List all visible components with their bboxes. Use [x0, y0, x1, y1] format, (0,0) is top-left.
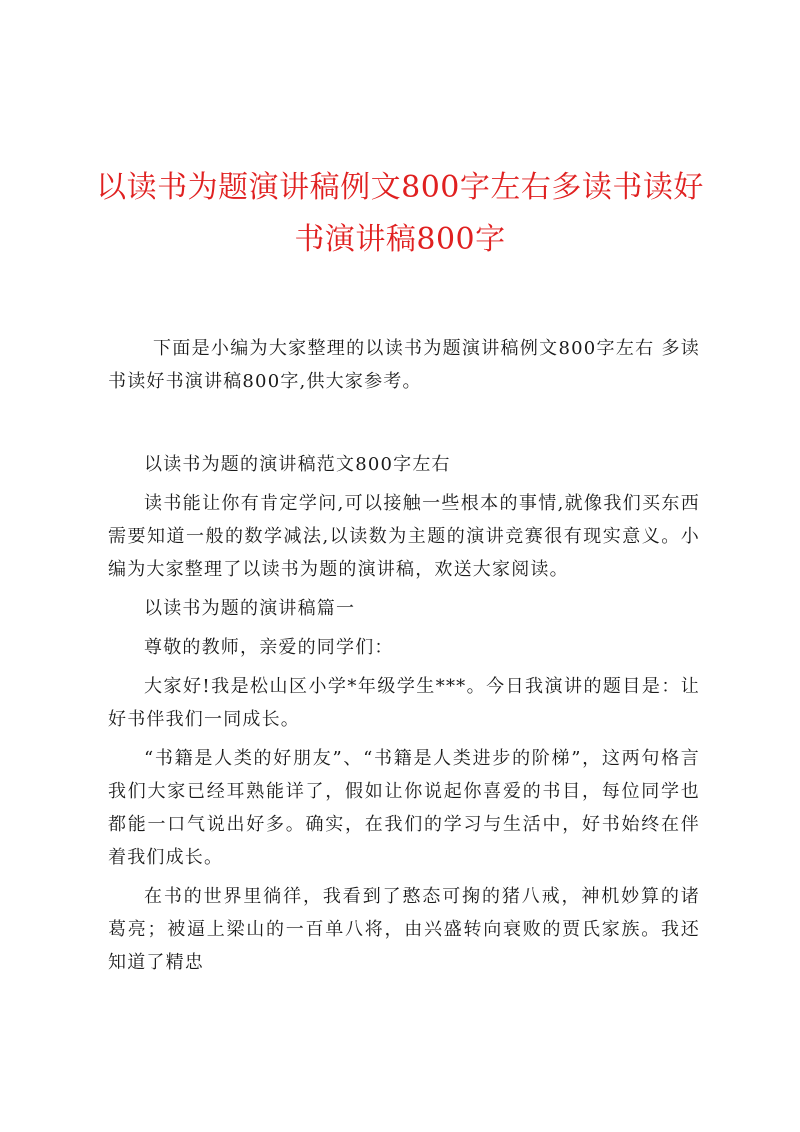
section-heading: 以读书为题的演讲稿范文800字左右 — [144, 454, 451, 475]
document-body — [108, 332, 700, 979]
body-paragraph: 在书的世界里徜徉，我看到了憨态可掬的猪八戒，神机妙算的诸葛亮；被逼上梁山的一百单八将，由兴盛转向衰败的贾氏家族。我还知道了精忠 — [108, 886, 700, 973]
body-paragraph: “书籍是人类的好朋友”、“书籍是人类进步的阶梯”，这两句格言我们大家已经耳熟能详了，假如让你说起你喜爱的书目，每位同学也都能一口气说出好多。确实，在我们的学习与生活中，好书始终在伴着我们成长。 — [108, 748, 700, 868]
body-paragraph: 大家好!我是松山区小学*年级学生***。今日我演讲的题目是：让好书伴我们一同成长。 — [108, 676, 700, 730]
body-paragraph: 读书能让你有肯定学问,可以接触一些根本的事情,就像我们买东西需要知道一般的数学减法,以读数为主题的演讲竞赛很有现实意义。小编为大家整理了以读书为题的演讲稿，欢送大家阅读。 — [108, 493, 700, 580]
spacer — [108, 398, 700, 448]
intro-paragraph: 下面是小编为大家整理的以读书为题演讲稿例文800字左右 多读书读好书演讲稿800字,供大家参考。 — [108, 338, 700, 392]
document-title: 以读书为题演讲稿例文800字左右多读书读好书演讲稿800字 — [96, 170, 704, 257]
salutation: 尊敬的教师，亲爱的同学们： — [144, 637, 394, 658]
section-heading: 以读书为题的演讲稿篇一 — [144, 598, 356, 619]
